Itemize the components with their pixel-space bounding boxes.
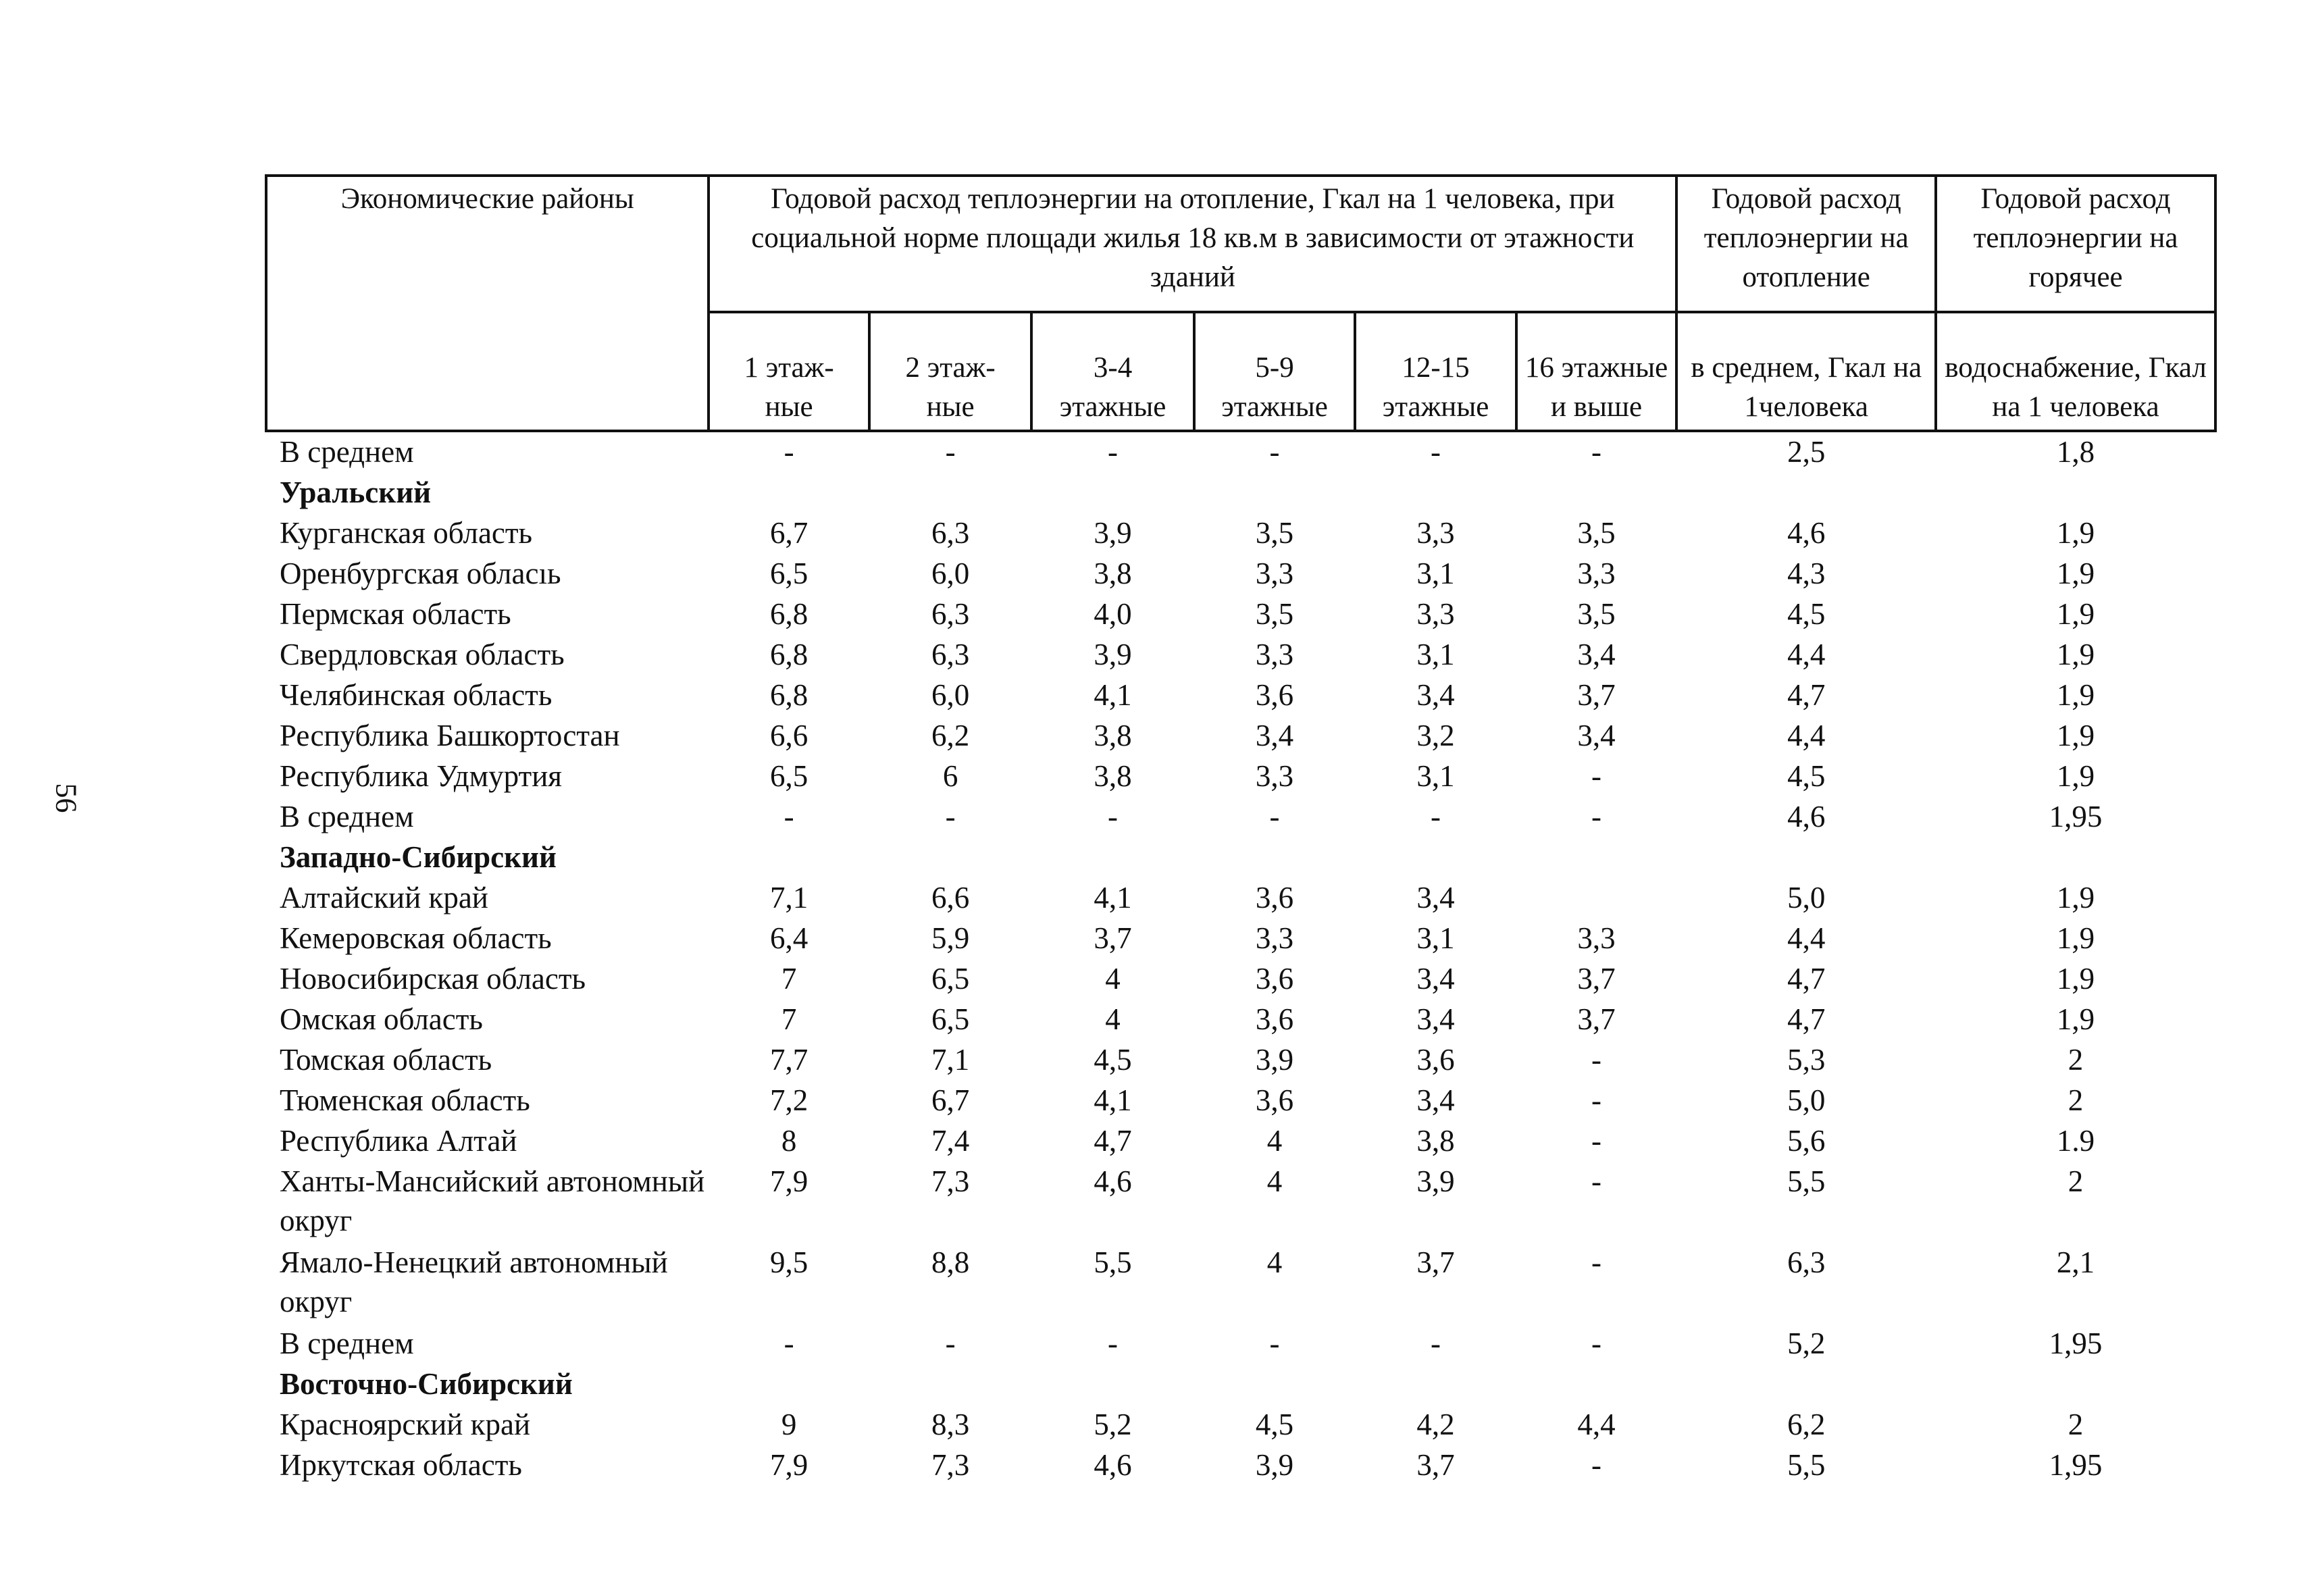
value-cell [1194, 1364, 1355, 1405]
value-cell: 7,7 [769, 1043, 808, 1077]
value-cell: 1,95 [2049, 1327, 2103, 1360]
value-cell: 2 [2068, 1408, 2084, 1441]
region-name: Омская область [280, 1002, 483, 1036]
value-cell: 5,2 [1787, 1327, 1826, 1360]
value-cell: - [1431, 800, 1441, 833]
header-avg-heating-bottom: в среднем, Гкал на 1человека [1676, 312, 1936, 431]
value-cell: 1,9 [2056, 638, 2095, 671]
header-floor-col-2 [869, 312, 1031, 431]
value-cell [1194, 838, 1355, 878]
value-cell: 3,3 [1577, 921, 1616, 955]
value-cell: 6,0 [931, 678, 970, 712]
header-floor-line2: этажные [1059, 391, 1166, 423]
value-cell: 4,6 [1094, 1448, 1132, 1482]
region-group-name: Уральский [280, 475, 432, 509]
value-cell: - [1591, 759, 1602, 793]
value-cell: 7,9 [769, 1448, 808, 1482]
table-row [266, 675, 2215, 716]
value-cell: - [1591, 1245, 1602, 1279]
value-cell: 3,4 [1577, 638, 1616, 671]
value-cell: 8 [781, 1124, 797, 1158]
value-cell: 9,5 [769, 1245, 808, 1279]
value-cell [1516, 838, 1677, 878]
value-cell: 3,9 [1255, 1043, 1294, 1077]
value-cell: 4,1 [1094, 881, 1132, 915]
region-name: Тюменская область [280, 1083, 530, 1117]
value-cell [1516, 473, 1677, 513]
value-cell: 6,0 [931, 557, 970, 590]
region-name: Челябинская область [280, 678, 553, 712]
value-cell: - [1591, 435, 1602, 469]
value-cell: 3,4 [1255, 719, 1294, 752]
value-cell: 3,6 [1255, 678, 1294, 712]
value-cell: - [1108, 800, 1119, 833]
value-cell: 3,2 [1416, 719, 1455, 752]
header-floor-col-3 [1031, 312, 1194, 431]
value-cell: 6,2 [1787, 1408, 1826, 1441]
value-cell: 1,9 [2056, 759, 2095, 793]
value-cell [869, 1364, 1031, 1405]
value-cell: - [1431, 435, 1441, 469]
value-cell: 7,9 [769, 1164, 808, 1198]
value-cell: - [784, 1327, 794, 1360]
value-cell: 7,3 [931, 1164, 970, 1198]
table-row [266, 1445, 2215, 1486]
value-cell: 5,0 [1787, 1083, 1826, 1117]
value-cell: - [1108, 435, 1119, 469]
header-floor-line1: 1 этаж- [744, 352, 834, 384]
value-cell: - [784, 435, 794, 469]
value-cell: 3,8 [1094, 557, 1132, 590]
value-cell: 4,4 [1787, 921, 1826, 955]
value-cell: 4 [1105, 1002, 1121, 1036]
value-cell: 6,2 [931, 719, 970, 752]
region-name: Свердловская область [280, 638, 565, 671]
value-cell: 1,9 [2056, 1002, 2095, 1036]
value-cell: 4,6 [1787, 516, 1826, 550]
region-name: Ямало-Ненецкий автономный округ [280, 1245, 668, 1318]
region-name: В среднем [280, 435, 414, 469]
region-group-name: Восточно-Сибирский [280, 1367, 573, 1401]
table-row [266, 1324, 2215, 1364]
value-cell [1676, 838, 1936, 878]
value-cell: 2 [2068, 1164, 2084, 1198]
value-cell: 5,0 [1787, 881, 1826, 915]
table-row [266, 1243, 2215, 1324]
value-cell: 5,3 [1787, 1043, 1826, 1077]
region-group-name: Западно-Сибирский [280, 840, 557, 874]
value-cell: 4,7 [1787, 678, 1826, 712]
header-floor-line1: 16 этажные [1524, 352, 1668, 384]
value-cell: 4,6 [1787, 800, 1826, 833]
value-cell: 3,4 [1416, 962, 1455, 996]
value-cell: - [1591, 1083, 1602, 1117]
value-cell [869, 838, 1031, 878]
value-cell: - [1591, 1043, 1602, 1077]
value-cell: 5,6 [1787, 1124, 1826, 1158]
value-cell: 1.9 [2056, 1124, 2095, 1158]
header-floor-line2: этажные [1382, 391, 1489, 423]
value-cell: 6,3 [931, 516, 970, 550]
region-name: Республика Башкортостан [280, 719, 620, 752]
header-floor-col-4 [1194, 312, 1355, 431]
value-cell: 3,7 [1416, 1245, 1455, 1279]
value-cell [1936, 838, 2215, 878]
value-cell: 3,1 [1416, 638, 1455, 671]
value-cell: 3,7 [1577, 678, 1616, 712]
value-cell: 6,5 [769, 557, 808, 590]
table-body [266, 431, 2215, 1486]
table-row [266, 594, 2215, 635]
value-cell: 3,5 [1577, 597, 1616, 631]
header-floor-line2: ные [926, 391, 975, 423]
value-cell: 1,9 [2056, 921, 2095, 955]
value-cell [1936, 1364, 2215, 1405]
table-row [266, 1405, 2215, 1445]
region-name: В среднем [280, 1327, 414, 1360]
table-row [266, 1162, 2215, 1243]
value-cell [1676, 473, 1936, 513]
value-cell: 1,9 [2056, 719, 2095, 752]
value-cell: 7 [781, 1002, 797, 1036]
value-cell: - [1269, 435, 1280, 469]
value-cell [1031, 838, 1194, 878]
header-floor-line1: 12-15 [1402, 352, 1470, 384]
table-row [266, 1040, 2215, 1081]
value-cell [1936, 473, 2215, 513]
value-cell: 7 [781, 962, 797, 996]
value-cell: 3,4 [1416, 1083, 1455, 1117]
value-cell: 3,8 [1094, 719, 1132, 752]
value-cell: 4 [1266, 1164, 1283, 1198]
value-cell: - [1591, 1164, 1602, 1198]
value-cell: 4,5 [1255, 1408, 1294, 1441]
value-cell: 3,7 [1577, 1002, 1616, 1036]
value-cell: 6,5 [769, 759, 808, 793]
value-cell: 4 [1105, 962, 1121, 996]
value-cell: 3,1 [1416, 557, 1455, 590]
table-row [266, 431, 2215, 473]
value-cell: 6,3 [1787, 1245, 1826, 1279]
value-cell: 6,6 [769, 719, 808, 752]
value-cell: 6,5 [931, 1002, 970, 1036]
value-cell: - [945, 1327, 956, 1360]
value-cell: 1,9 [2056, 597, 2095, 631]
value-cell: 1,9 [2056, 516, 2095, 550]
value-cell: 3,6 [1416, 1043, 1455, 1077]
value-cell [1676, 1364, 1936, 1405]
region-name: Оренбургская обласıь [280, 557, 561, 590]
region-name: Ханты-Мансийский автономный округ [280, 1164, 705, 1237]
header-floor-line1: 2 этаж- [905, 352, 996, 384]
value-cell: 7,4 [931, 1124, 970, 1158]
value-cell: 4,7 [1094, 1124, 1132, 1158]
table-row [266, 756, 2215, 797]
table-header [266, 176, 2215, 431]
value-cell: 3,3 [1255, 921, 1294, 955]
value-cell: 1,8 [2056, 435, 2095, 469]
value-cell: 1,9 [2056, 962, 2095, 996]
value-cell: 3,1 [1416, 921, 1455, 955]
table-row [266, 554, 2215, 594]
value-cell: - [945, 435, 956, 469]
value-cell: 7,2 [769, 1083, 808, 1117]
table-row [266, 635, 2215, 675]
value-cell: 4,5 [1787, 759, 1826, 793]
value-cell [869, 473, 1031, 513]
value-cell: 5,2 [1094, 1408, 1132, 1441]
value-cell: - [1591, 1124, 1602, 1158]
header-avg-heating-top: Годовой расход теплоэнергии на отопление [1676, 176, 1936, 312]
header-floor-col-1 [709, 312, 869, 431]
header-hot-water-top: Годовой расход теплоэнергии на горячее [1936, 176, 2215, 312]
value-cell: 3,7 [1094, 921, 1132, 955]
value-cell: 3,9 [1094, 516, 1132, 550]
value-cell: - [945, 800, 956, 833]
value-cell [709, 838, 869, 878]
value-cell [1355, 473, 1516, 513]
value-cell: 3,6 [1255, 1083, 1294, 1117]
page-number: 56 [49, 783, 83, 813]
value-cell: 8,8 [931, 1245, 970, 1279]
region-group-row [266, 473, 2215, 513]
header-floor-col-5 [1355, 312, 1516, 431]
region-group-row [266, 1364, 2215, 1405]
value-cell [1516, 878, 1677, 919]
value-cell: 4,7 [1787, 1002, 1826, 1036]
value-cell: 5,5 [1094, 1245, 1132, 1279]
value-cell: 3,7 [1577, 962, 1616, 996]
value-cell: - [1431, 1327, 1441, 1360]
energy-consumption-table-sheet [265, 174, 2217, 1486]
energy-consumption-table [265, 174, 2217, 1486]
table-row [266, 1000, 2215, 1040]
value-cell: 3,3 [1255, 638, 1294, 671]
value-cell [1031, 473, 1194, 513]
value-cell: 6,7 [931, 1083, 970, 1117]
header-economic-regions: Экономические районы [266, 176, 709, 431]
value-cell: 6,7 [769, 516, 808, 550]
value-cell: 2,1 [2056, 1245, 2095, 1279]
header-hot-water-bottom: водоснабжение, Гкал на 1 человека [1936, 312, 2215, 431]
value-cell: 4,4 [1577, 1408, 1616, 1441]
value-cell [1516, 1364, 1677, 1405]
value-cell: 1,95 [2049, 800, 2103, 833]
value-cell: 4 [1266, 1124, 1283, 1158]
value-cell: 4,4 [1787, 719, 1826, 752]
value-cell: - [1269, 1327, 1280, 1360]
region-name: Кемеровская область [280, 921, 552, 955]
value-cell: 2 [2068, 1083, 2084, 1117]
value-cell: 3,6 [1255, 962, 1294, 996]
value-cell [709, 473, 869, 513]
value-cell: 6,3 [931, 638, 970, 671]
header-floor-line1: 5-9 [1255, 352, 1294, 384]
value-cell: 1,95 [2049, 1448, 2103, 1482]
value-cell [1355, 838, 1516, 878]
value-cell: 4,2 [1416, 1408, 1455, 1441]
value-cell: 3,5 [1577, 516, 1616, 550]
value-cell: 7,3 [931, 1448, 970, 1482]
value-cell: 2 [2068, 1043, 2084, 1077]
value-cell: 1,9 [2056, 881, 2095, 915]
value-cell [1355, 1364, 1516, 1405]
value-cell: 2,5 [1787, 435, 1826, 469]
value-cell: 3,3 [1416, 597, 1455, 631]
value-cell: 5,5 [1787, 1164, 1826, 1198]
header-floor-line2: этажные [1221, 391, 1328, 423]
value-cell: 6,3 [931, 597, 970, 631]
value-cell: 3,3 [1577, 557, 1616, 590]
region-name: Красноярский край [280, 1408, 531, 1441]
region-name: Республика Алтай [280, 1124, 517, 1158]
value-cell: 6,8 [769, 597, 808, 631]
value-cell: 4,5 [1787, 597, 1826, 631]
table-row [266, 878, 2215, 919]
table-row [266, 1081, 2215, 1121]
value-cell: 4,0 [1094, 597, 1132, 631]
value-cell: - [1591, 1327, 1602, 1360]
header-floor-col-6 [1516, 312, 1677, 431]
table-row [266, 797, 2215, 838]
region-name: Пермская область [280, 597, 511, 631]
value-cell: 6,4 [769, 921, 808, 955]
value-cell: 4,4 [1787, 638, 1826, 671]
value-cell: 4,1 [1094, 678, 1132, 712]
value-cell: 6,8 [769, 678, 808, 712]
value-cell: 4,1 [1094, 1083, 1132, 1117]
table-row [266, 513, 2215, 554]
value-cell: 5,9 [931, 921, 970, 955]
value-cell: 3,5 [1255, 516, 1294, 550]
value-cell [1031, 1364, 1194, 1405]
value-cell: 6,6 [931, 881, 970, 915]
value-cell: 3,8 [1416, 1124, 1455, 1158]
value-cell: 3,4 [1416, 1002, 1455, 1036]
value-cell: 4,7 [1787, 962, 1826, 996]
value-cell: 6,8 [769, 638, 808, 671]
header-heating-by-floors: Годовой расход теплоэнергии на отопление, Гкал на 1 человека, при социальной норме площади жилья 18 кв.м в зависимости от этажности зданий [709, 176, 1676, 312]
value-cell: 3,3 [1255, 759, 1294, 793]
value-cell: 1,9 [2056, 557, 2095, 590]
region-name: Республика Удмуртия [280, 759, 562, 793]
table-row [266, 919, 2215, 959]
value-cell: - [1269, 800, 1280, 833]
value-cell: 3,4 [1416, 678, 1455, 712]
value-cell: 3,7 [1416, 1448, 1455, 1482]
table-row [266, 716, 2215, 756]
value-cell: - [1591, 800, 1602, 833]
value-cell: - [1591, 1448, 1602, 1482]
region-group-row [266, 838, 2215, 878]
value-cell: 5,5 [1787, 1448, 1826, 1482]
value-cell: 1,9 [2056, 678, 2095, 712]
value-cell: 3,3 [1255, 557, 1294, 590]
value-cell: 9 [781, 1408, 797, 1441]
value-cell: 3,9 [1094, 638, 1132, 671]
header-floor-line2: и выше [1550, 391, 1643, 423]
region-name: Алтайский край [280, 881, 488, 915]
value-cell: 8,3 [931, 1408, 970, 1441]
value-cell: 3,6 [1255, 1002, 1294, 1036]
value-cell: 3,9 [1255, 1448, 1294, 1482]
header-floor-line2: ные [765, 391, 813, 423]
value-cell: 3,9 [1416, 1164, 1455, 1198]
value-cell: 3,4 [1577, 719, 1616, 752]
value-cell: 4 [1266, 1245, 1283, 1279]
region-name: Томская область [280, 1043, 492, 1077]
region-name: Иркутская область [280, 1448, 522, 1482]
value-cell: 4,3 [1787, 557, 1826, 590]
value-cell: 4,5 [1094, 1043, 1132, 1077]
value-cell: 6 [942, 759, 958, 793]
value-cell: 3,8 [1094, 759, 1132, 793]
value-cell: 6,5 [931, 962, 970, 996]
table-row [266, 1121, 2215, 1162]
value-cell [709, 1364, 869, 1405]
value-cell: 7,1 [769, 881, 808, 915]
value-cell: 3,1 [1416, 759, 1455, 793]
value-cell [1194, 473, 1355, 513]
region-name: Новосибирская область [280, 962, 586, 996]
value-cell: 7,1 [931, 1043, 970, 1077]
value-cell: 3,4 [1416, 881, 1455, 915]
value-cell: - [784, 800, 794, 833]
value-cell: - [1108, 1327, 1119, 1360]
value-cell: 3,5 [1255, 597, 1294, 631]
value-cell: 3,3 [1416, 516, 1455, 550]
value-cell: 4,6 [1094, 1164, 1132, 1198]
value-cell: 3,6 [1255, 881, 1294, 915]
table-row [266, 959, 2215, 1000]
region-name: В среднем [280, 800, 414, 833]
header-floor-line1: 3-4 [1093, 352, 1133, 384]
region-name: Курганская область [280, 516, 533, 550]
